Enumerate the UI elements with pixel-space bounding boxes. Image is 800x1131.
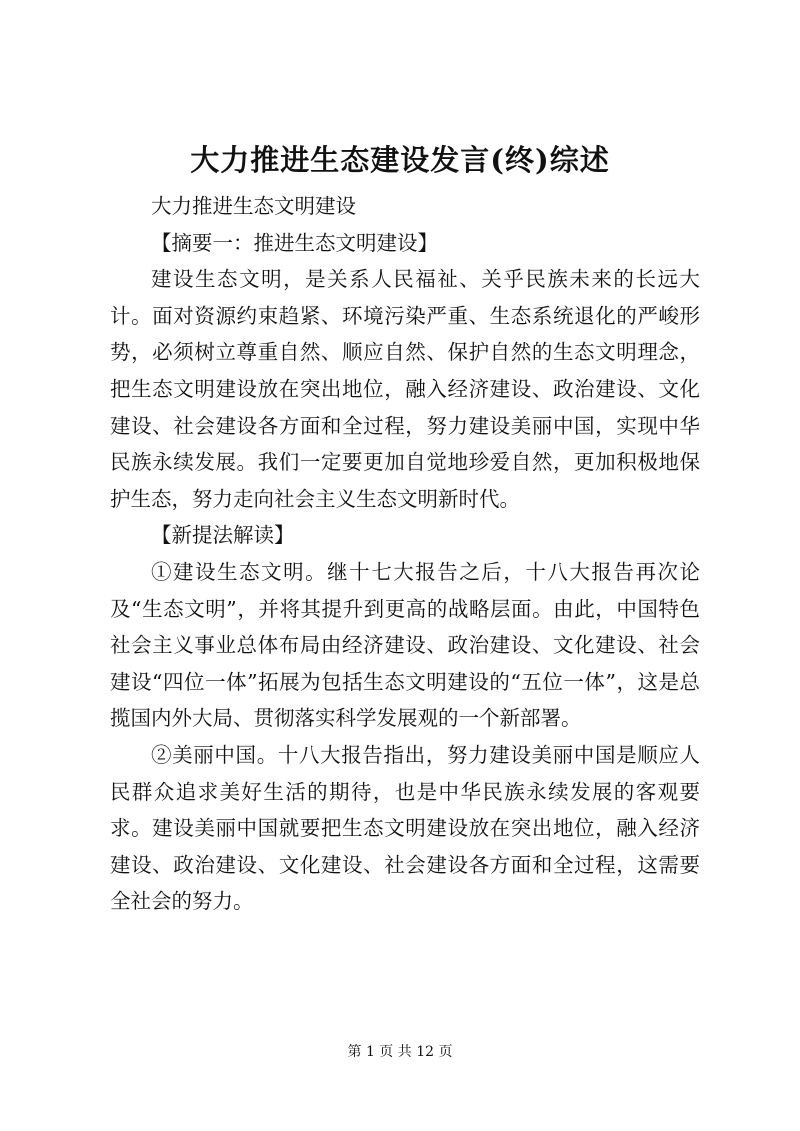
paragraph-item-beautiful-china: ②美丽中国。十八大报告指出，努力建设美丽中国是顺应人民群众追求美好生活的期待，也是中华民族永续发展的客观要求。建设美丽中国就要把生态文明建设放在突出地位，融入经济建设、政治建设、文化建设、社会建设各方面和全过程，这需要全社会的努力。 bbox=[110, 742, 700, 914]
document-title: 大力推进生态建设发言(终)综述 bbox=[190, 143, 610, 177]
paragraph-interpretation-heading: 【新提法解读】 bbox=[151, 523, 295, 548]
paragraph-item-ecological-civilization: ①建设生态文明。继十七大报告之后，十八大报告再次论及“生态文明”，并将其提升到更高的战略层面。由此，中国特色社会主义事业总体布局由经济建设、政治建设、文化建设、社会建设“四位一体”拓展为包括生态文明建设的“五位一体”，这是总揽国内外大局、贯彻落实科学发展观的一个新部署。 bbox=[110, 559, 700, 731]
page-number-footer: 第 1 页 共 12 页 bbox=[347, 1044, 453, 1060]
document-body bbox=[110, 188, 700, 920]
paragraph-abstract-heading: 【摘要一：推进生态文明建设】 bbox=[151, 230, 438, 255]
paragraph-subtitle: 大力推进生态文明建设 bbox=[151, 194, 356, 218]
paragraph-abstract-body: 建设生态文明，是关系人民福祉、关乎民族未来的长远大计。面对资源约束趋紧、环境污染严重、生态系统退化的严峻形势，必须树立尊重自然、顺应自然、保护自然的生态文明理念，把生态文明建设放在突出地位，融入经济建设、政治建设、文化建设、社会建设各方面和全过程，努力建设美丽中国，实现中华民族永续发展。我们一定要更加自觉地珍爱自然，更加积极地保护生态，努力走向社会主义生态文明新时代。 bbox=[110, 267, 700, 511]
